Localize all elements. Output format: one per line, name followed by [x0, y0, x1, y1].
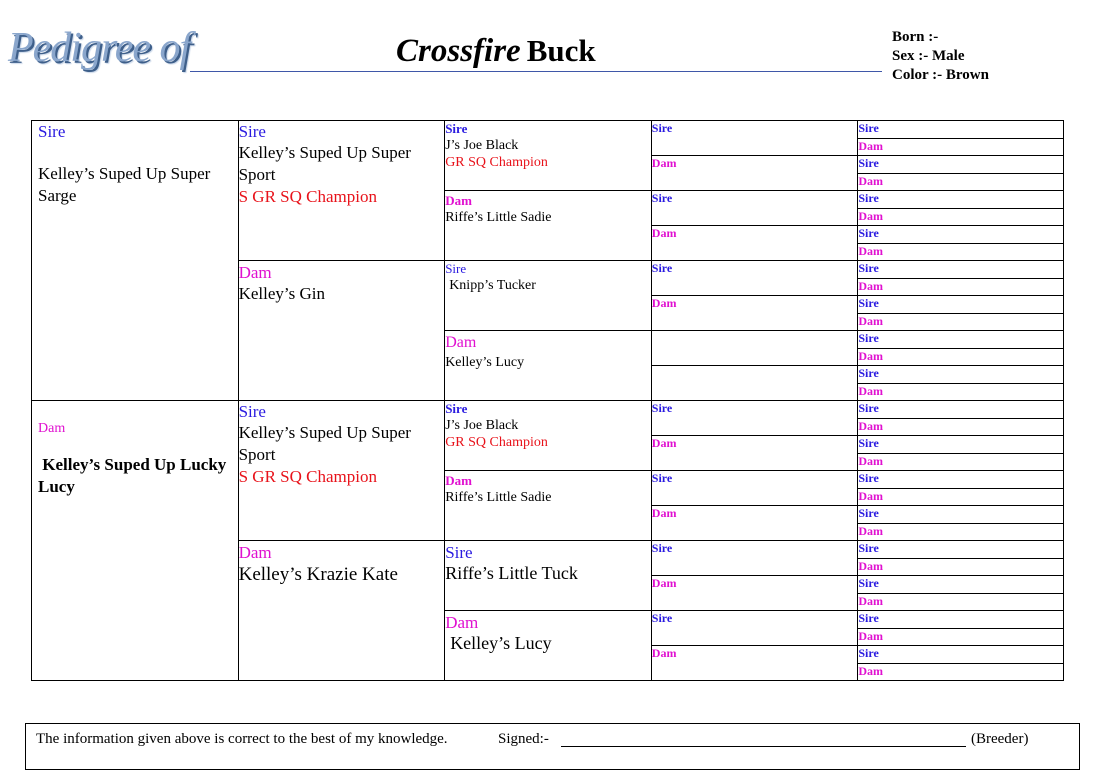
- gen5-sire: Sire: [858, 296, 1064, 314]
- gen2-label: Dam: [238, 263, 272, 282]
- gen5-sire: Sire: [858, 646, 1064, 664]
- sire-cell: [32, 121, 239, 401]
- gen5-sire: Sire: [858, 121, 1064, 139]
- gen5-sire: Sire: [858, 226, 1064, 244]
- gen4-sire: Sire: [651, 541, 858, 576]
- gen2-name: Kelley’s Krazie Kate: [238, 564, 398, 585]
- gen3-cell: [445, 261, 652, 331]
- gen5-dam: Dam: [858, 559, 1064, 576]
- gen5-sire: Sire: [858, 436, 1064, 454]
- gen5-sire: Sire: [858, 611, 1064, 629]
- gen5-dam: Dam: [858, 209, 1064, 226]
- gen3-name: Kelley’s Lucy: [450, 633, 552, 653]
- gen5-sire: Sire: [858, 331, 1064, 349]
- animal-type: Buck: [526, 33, 596, 68]
- gen3-title: GR SQ Champion: [445, 435, 548, 450]
- certification-statement: The information given above is correct to the best of my knowledge.: [36, 731, 448, 747]
- gen3-title: GR SQ Champion: [445, 155, 548, 170]
- signature-box: [25, 723, 1080, 770]
- gen3-cell: [445, 401, 652, 471]
- gen5-dam: Dam: [858, 454, 1064, 471]
- gen3-cell: [445, 121, 652, 191]
- gen3-name: Knipp’s Tucker: [449, 278, 536, 293]
- gen5-dam: Dam: [858, 174, 1064, 191]
- gen4-sire: Sire: [651, 121, 858, 156]
- gen3-label: Sire: [445, 401, 468, 416]
- gen2-title: S GR SQ Champion: [238, 187, 377, 206]
- gen3-cell: [445, 191, 652, 261]
- dam-dam-cell: [238, 541, 445, 681]
- gen5-sire: Sire: [858, 471, 1064, 489]
- gen2-title: S GR SQ Champion: [238, 467, 377, 486]
- gen5-dam: Dam: [858, 384, 1064, 401]
- gen3-cell: [445, 541, 652, 611]
- dam-name: Kelley’s Suped Up Lucky Lucy: [38, 455, 227, 496]
- gen5-dam: Dam: [858, 419, 1064, 436]
- gen3-label: Dam: [445, 473, 472, 488]
- gen5-dam: Dam: [858, 489, 1064, 506]
- pedigree-of-logo: Pedigree of: [8, 25, 191, 71]
- gen3-cell: [445, 611, 652, 681]
- gen5-sire: Sire: [858, 261, 1064, 279]
- gen5-sire: Sire: [858, 506, 1064, 524]
- gen4-dam: Dam: [651, 156, 858, 191]
- gen4-sire: Sire: [651, 401, 858, 436]
- dam-cell: [32, 401, 239, 681]
- signature-line[interactable]: [561, 746, 966, 747]
- gen2-name: Kelley’s Gin: [238, 284, 325, 303]
- gen3-label: Dam: [445, 334, 477, 351]
- gen3-cell: [445, 331, 652, 401]
- signed-label: Signed:-: [498, 731, 549, 747]
- gen3-cell: [445, 471, 652, 541]
- gen3-name: Riffe’s Little Tuck: [445, 563, 578, 583]
- sire-sire-cell: [238, 121, 445, 261]
- dam-sire-cell: [238, 401, 445, 541]
- gen4-dam: Dam: [651, 506, 858, 541]
- gen4-empty: [651, 331, 858, 366]
- sex-field: Sex :- Male: [892, 48, 965, 64]
- gen5-dam: Dam: [858, 244, 1064, 261]
- gen3-name: J’s Joe Black: [445, 418, 519, 433]
- gen3-label: Dam: [445, 193, 472, 208]
- gen2-name: Kelley’s Suped Up Super Sport: [238, 423, 411, 464]
- gen3-label: Sire: [445, 543, 473, 562]
- gen4-empty: [651, 366, 858, 401]
- gen4-sire: Sire: [651, 191, 858, 226]
- sire-label: Sire: [38, 122, 66, 141]
- gen2-label: Dam: [238, 543, 272, 562]
- gen5-dam: Dam: [858, 139, 1064, 156]
- animal-title: [396, 33, 596, 70]
- gen3-label: Sire: [445, 121, 468, 136]
- sire-name: Kelley’s Suped Up Super Sarge: [38, 164, 211, 205]
- gen5-dam: Dam: [858, 664, 1064, 681]
- gen5-dam: Dam: [858, 349, 1064, 366]
- gen3-name: J’s Joe Black: [445, 138, 519, 153]
- animal-name: Crossfire: [396, 33, 521, 69]
- animal-info: [892, 28, 989, 85]
- gen5-sire: Sire: [858, 366, 1064, 384]
- gen2-label: Sire: [238, 122, 266, 141]
- color-field: Color :- Brown: [892, 67, 989, 83]
- sire-dam-cell: [238, 261, 445, 401]
- gen3-name: Riffe’s Little Sadie: [445, 490, 552, 505]
- gen4-dam: Dam: [651, 576, 858, 611]
- gen3-label: Dam: [445, 613, 479, 632]
- title-underline: [190, 71, 882, 72]
- gen3-name: Kelley’s Lucy: [445, 355, 525, 370]
- gen5-dam: Dam: [858, 629, 1064, 646]
- gen5-sire: Sire: [858, 156, 1064, 174]
- gen2-name: Kelley’s Suped Up Super Sport: [238, 143, 411, 184]
- gen4-sire: Sire: [651, 261, 858, 296]
- gen5-sire: Sire: [858, 576, 1064, 594]
- gen5-dam: Dam: [858, 594, 1064, 611]
- dam-label: Dam: [38, 421, 66, 436]
- gen2-label: Sire: [238, 402, 266, 421]
- gen3-name: Riffe’s Little Sadie: [445, 210, 552, 225]
- pedigree-table: [31, 120, 1064, 681]
- gen4-dam: Dam: [651, 646, 858, 681]
- gen3-label: Sire: [445, 261, 467, 276]
- gen5-dam: Dam: [858, 279, 1064, 296]
- gen5-sire: Sire: [858, 401, 1064, 419]
- gen5-sire: Sire: [858, 541, 1064, 559]
- gen4-dam: Dam: [651, 436, 858, 471]
- breeder-label: (Breeder): [971, 731, 1029, 747]
- gen5-dam: Dam: [858, 524, 1064, 541]
- born-field: Born :-: [892, 29, 939, 45]
- gen5-sire: Sire: [858, 191, 1064, 209]
- gen4-dam: Dam: [651, 296, 858, 331]
- gen4-dam: Dam: [651, 226, 858, 261]
- gen4-sire: Sire: [651, 611, 858, 646]
- gen4-sire: Sire: [651, 471, 858, 506]
- gen5-dam: Dam: [858, 314, 1064, 331]
